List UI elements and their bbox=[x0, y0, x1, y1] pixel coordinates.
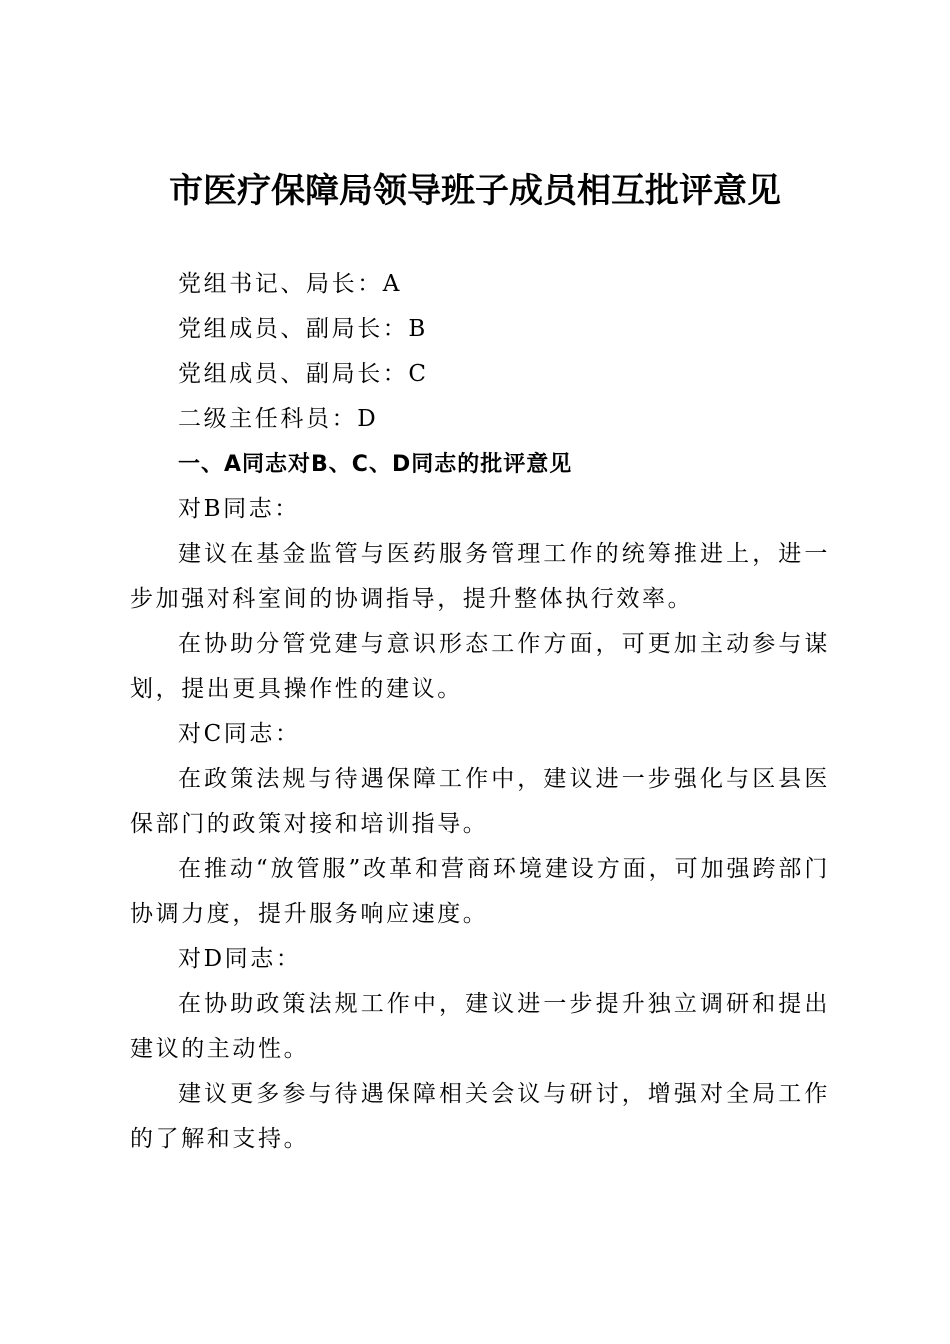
section-heading: 一、A同志对B、C、D同志的批评意见 bbox=[178, 452, 573, 477]
member-line-c: 党组成员、副局长：C bbox=[178, 361, 429, 387]
member-line-d: 二级主任科员：D bbox=[178, 406, 379, 432]
d-paragraph-1: 在协助政策法规工作中，建议进一步提升独立调研和提出建议的主动性。 bbox=[130, 991, 830, 1062]
member-line-a: 党组书记、局长：A bbox=[178, 271, 403, 297]
b-paragraph-1: 建议在基金监管与医药服务管理工作的统筹推进上，进一步加强对科室间的协调指导，提升整体执行效率。 bbox=[130, 541, 830, 612]
c-paragraph-2: 在推动“放管服”改革和营商环境建设方面，可加强跨部门协调力度，提升服务响应速度。 bbox=[130, 856, 830, 927]
b-paragraph-2: 在协助分管党建与意识形态工作方面，可更加主动参与谋划，提出更具操作性的建议。 bbox=[130, 631, 830, 702]
to-b-label: 对B同志： bbox=[178, 496, 300, 522]
to-d-label: 对D同志： bbox=[178, 946, 302, 972]
document-body bbox=[130, 262, 830, 1162]
to-c-label: 对C同志： bbox=[178, 721, 301, 747]
c-paragraph-1: 在政策法规与待遇保障工作中，建议进一步强化与区县医保部门的政策对接和培训指导。 bbox=[130, 766, 830, 837]
d-paragraph-2: 建议更多参与待遇保障相关会议与研讨，增强对全局工作的了解和支持。 bbox=[130, 1081, 830, 1152]
document-title: 市医疗保障局领导班子成员相互批评意见 bbox=[169, 171, 781, 211]
member-line-b: 党组成员、副局长：B bbox=[178, 316, 428, 342]
